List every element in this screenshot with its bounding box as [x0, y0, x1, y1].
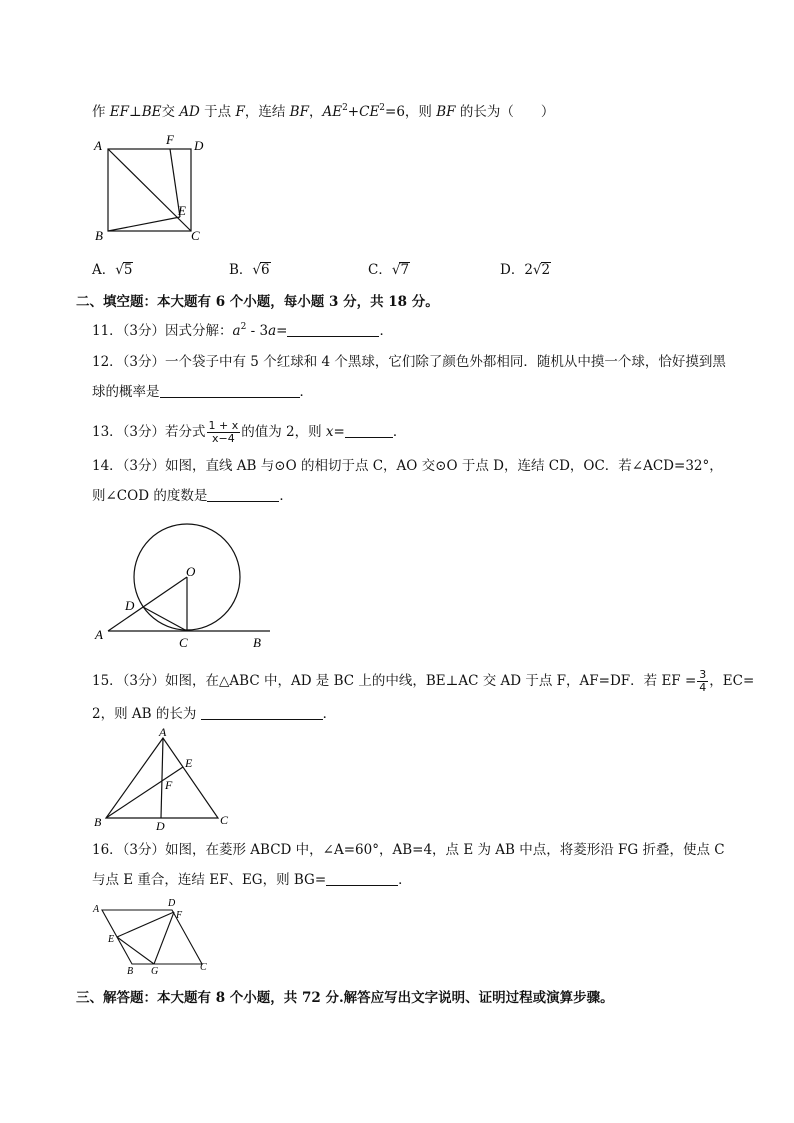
q10-label-e: E — [178, 203, 186, 218]
q10-exponent: 2 — [342, 103, 348, 113]
q15-line-1 — [92, 667, 754, 695]
q15-label-b: B — [94, 815, 102, 829]
q16-label-b: B — [127, 966, 134, 976]
q11-var: a — [232, 323, 241, 339]
q13-text-part: 的值为 2，则 — [241, 424, 326, 440]
q10-var: EF — [109, 104, 130, 120]
q13-frac-num: 1 + x — [208, 419, 239, 432]
option-radicand: 7 — [400, 262, 410, 278]
q14-label-o: O — [186, 564, 196, 579]
q12-text: 球的概率是 — [92, 384, 160, 400]
q15-triangle-figure — [92, 727, 242, 833]
q10-label-f: F — [166, 132, 174, 147]
q12-answer-blank[interactable] — [160, 383, 300, 398]
q15-fraction — [697, 669, 708, 694]
q11-equals: = — [276, 323, 288, 339]
q15-label-e: E — [185, 756, 193, 770]
q10-label-d: D — [194, 138, 204, 153]
q16-label-c: C — [200, 962, 207, 973]
q10-text: ⊥ — [129, 104, 142, 120]
q15-frac-den: 4 — [699, 681, 707, 694]
q14-line-2 — [92, 486, 293, 506]
q10-square-figure — [90, 130, 210, 245]
q13-frac-den: x−4 — [212, 432, 235, 445]
q15-text: ，EC= — [709, 673, 755, 689]
q13-equals: = — [333, 424, 345, 440]
q10-label-c: C — [191, 228, 200, 243]
q13-answer-blank[interactable] — [345, 423, 393, 438]
option-letter: D． — [500, 262, 525, 278]
q15-text: 15．（3分）如图，在△ABC 中，AD 是 BC 上的中线，BE⊥AC 交 AD 于点 F，AF=DF．若 EF = — [92, 673, 697, 689]
q16-label-d: D — [168, 898, 176, 909]
q10-text: 交 — [161, 104, 180, 120]
option-letter: A． — [92, 262, 116, 278]
q14-answer-blank[interactable] — [207, 487, 279, 502]
q10-var: BF — [289, 104, 309, 120]
option-letter: C． — [368, 262, 392, 278]
q16-rhombus-figure — [90, 896, 220, 976]
q13-text — [92, 418, 406, 446]
q14-text: 则∠COD 的度数是 — [92, 488, 208, 504]
q15-end: ． — [322, 706, 337, 722]
q10-var: CE — [359, 104, 380, 120]
q15-label-f: F — [165, 778, 173, 792]
q16-text: 与点 E 重合，连结 EF、EG，则 BG= — [92, 872, 327, 888]
q10-label-a: A — [94, 138, 102, 153]
q10-text: 于点 — [199, 104, 236, 120]
q16-line-2 — [92, 870, 412, 890]
q13-end: ． — [392, 424, 407, 440]
q12-line-1: 12．（3分）一个袋子中有 5 个红球和 4 个黑球，它们除了颜色外都相同．随机从中摸一个球，恰好摸到黑 — [92, 354, 726, 370]
q16-answer-blank[interactable] — [326, 871, 398, 886]
q14-circle-figure — [90, 518, 280, 650]
q10-question-text — [92, 102, 554, 122]
q10-text: ，连结 — [244, 104, 290, 120]
q16-end: ． — [398, 872, 412, 888]
q10-label-b: B — [95, 228, 103, 243]
q10-text: + — [347, 104, 360, 120]
q10-option-d: D．2√2 — [500, 262, 551, 278]
q15-frac-num: 3 — [699, 668, 707, 681]
option-radicand: 5 — [123, 262, 133, 278]
q14-line-1: 14．（3分）如图，直线 AB 与⊙O 的相切于点 C，AO 交⊙O 于点 D，连结 CD，OC．若∠ACD=32°， — [92, 458, 723, 474]
option-coef: 2 — [524, 262, 533, 278]
q11-exponent: 2 — [240, 322, 247, 332]
q16-label-f: F — [176, 910, 183, 921]
q16-line-1: 16．（3分）如图，在菱形 ABCD 中，∠A=60°，AB=4，点 E 为 AB 中点，将菱形沿 FG 折叠，使点 C — [92, 842, 725, 858]
q10-var: BE — [141, 104, 162, 120]
q13-var: x — [325, 424, 334, 440]
q10-var: F — [235, 104, 245, 120]
q15-text: 2，则 AB 的长为 — [92, 706, 201, 722]
q14-label-d: D — [125, 598, 135, 613]
q14-label-b: B — [253, 635, 261, 650]
q10-text: 的长为（ ） — [455, 104, 555, 120]
q16-label-g: G — [151, 966, 159, 976]
option-radicand: 2 — [541, 262, 551, 278]
q11-end: ． — [379, 323, 393, 339]
q14-end: ． — [279, 488, 293, 504]
section-3-heading: 三、解答题：本大题有 8 个小题，共 72 分.解答应写出文字说明、证明过程或演算步骤。 — [76, 990, 614, 1006]
q10-option-a: A．√5 — [92, 262, 133, 278]
q15-label-c: C — [220, 813, 229, 827]
q12-line-2 — [92, 382, 313, 402]
q13-prefix: 13．（3分）若分式 — [92, 424, 206, 440]
q10-text: ， — [308, 104, 323, 120]
q10-var: BF — [436, 104, 456, 120]
q14-label-c: C — [179, 635, 188, 650]
q14-label-a: A — [95, 627, 103, 642]
q11-answer-blank[interactable] — [287, 322, 379, 337]
q11-var: a — [268, 323, 277, 339]
q15-line-2 — [92, 704, 336, 724]
q12-end: ． — [299, 384, 313, 400]
q11-text — [92, 321, 393, 341]
option-letter: B． — [229, 262, 253, 278]
q10-text: 作 — [92, 104, 110, 120]
q16-label-e: E — [108, 934, 115, 945]
section-2-heading: 二、填空题：本大题有 6 个小题，每小题 3 分，共 18 分。 — [76, 294, 439, 310]
q15-answer-blank[interactable] — [201, 705, 323, 720]
q16-label-a: A — [93, 904, 100, 915]
q13-fraction — [207, 420, 241, 445]
q15-label-a: A — [159, 727, 167, 739]
q10-var: AD — [179, 104, 200, 120]
q10-option-b: B．√6 — [229, 262, 270, 278]
option-radicand: 6 — [261, 262, 270, 278]
q10-var: AE — [322, 104, 343, 120]
q10-option-c: C．√7 — [368, 262, 410, 278]
q10-text: =6，则 — [385, 104, 437, 120]
q11-text-part: - 3 — [246, 323, 269, 339]
q10-exponent: 2 — [379, 103, 386, 113]
q11-prefix: 11．（3分）因式分解： — [92, 323, 233, 339]
q15-label-d: D — [156, 819, 165, 833]
